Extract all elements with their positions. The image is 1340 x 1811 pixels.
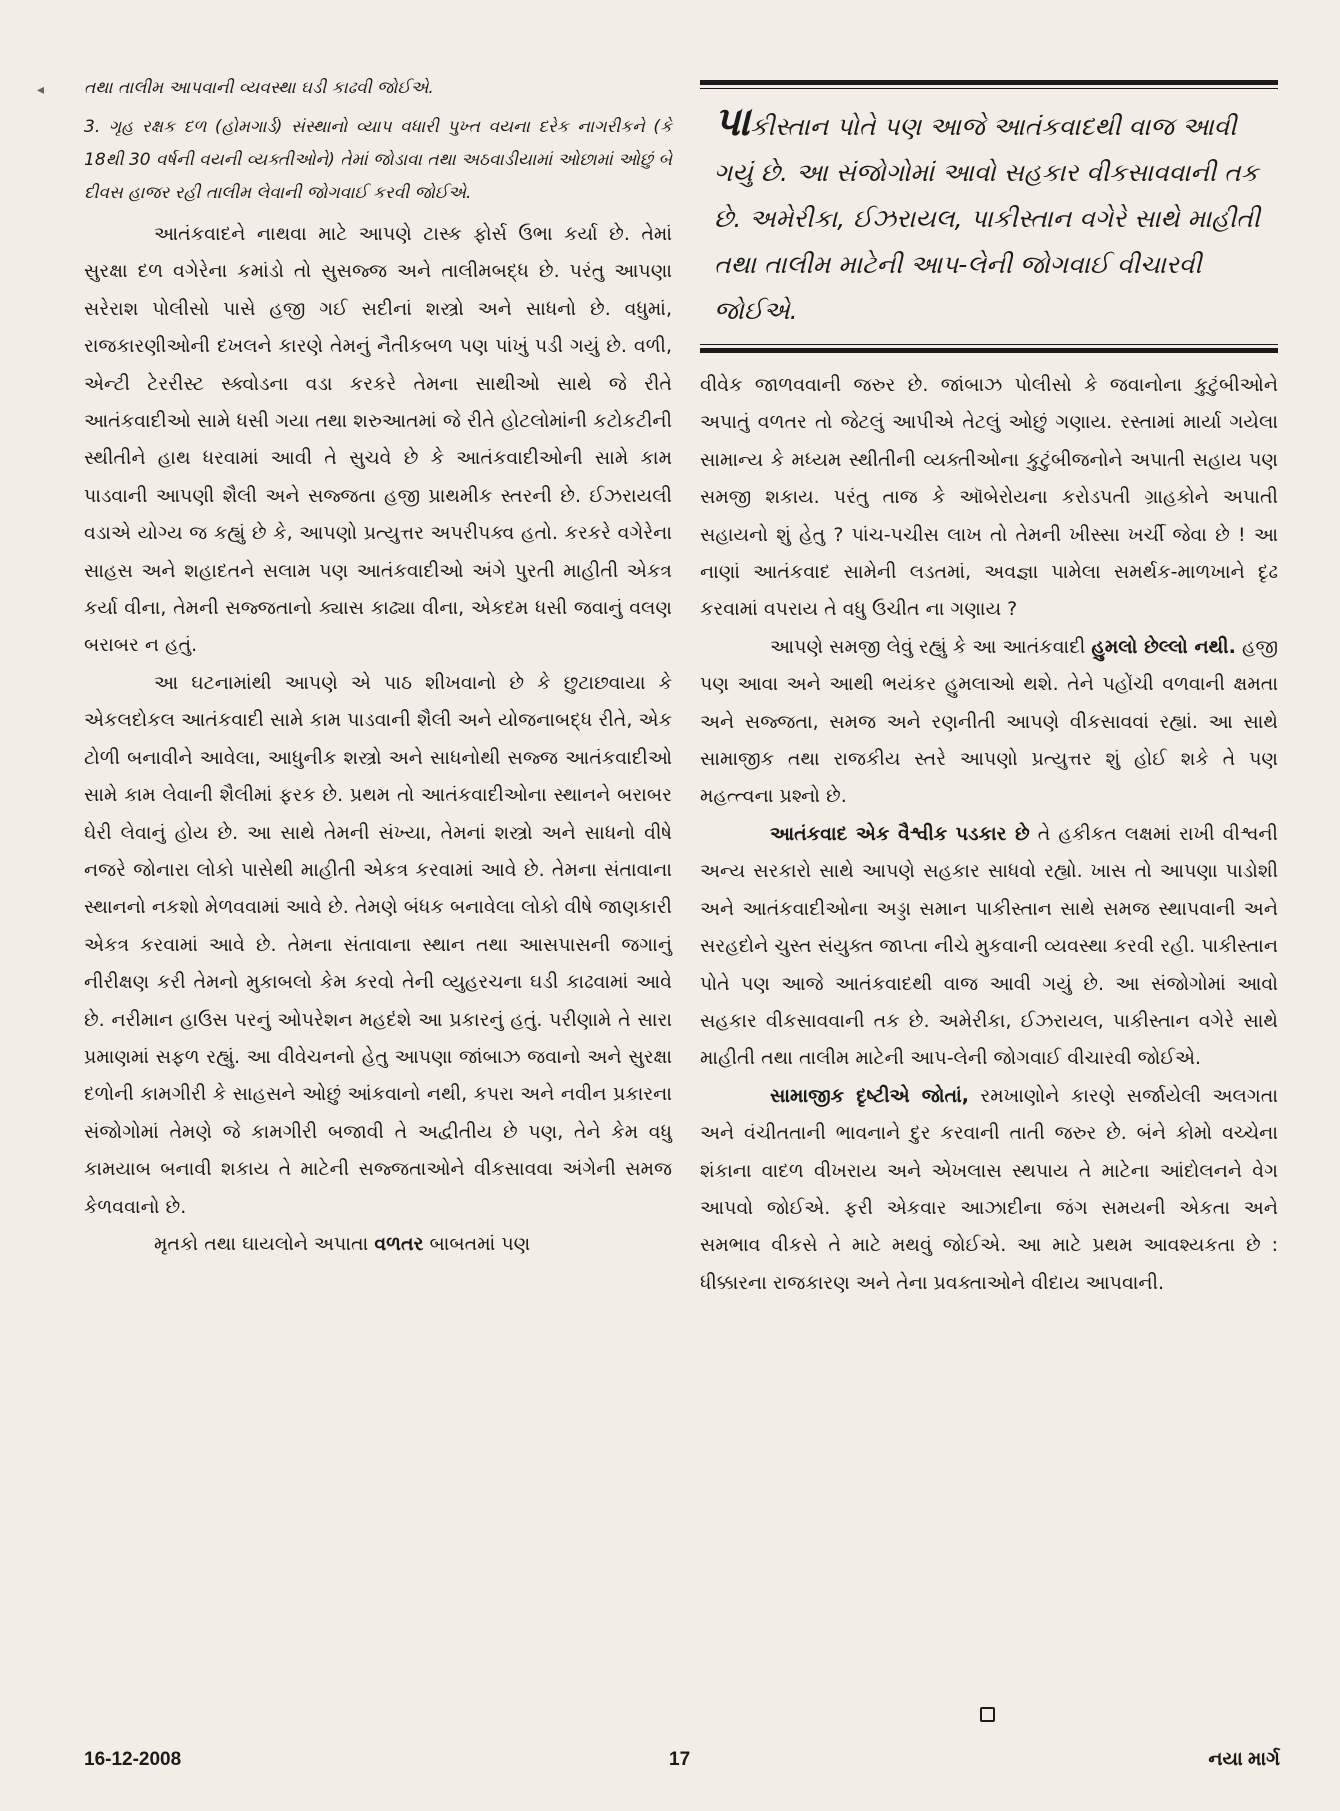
lead-point-3: 3. ગૃહ રક્ષક દળ (હોમગાર્ડ) સંસ્થાનો વ્યાપ વધારી પુખ્ત વયના દરેક નાગરીકને (કે 18થી 30 વર્ષની વયની વ્યક્તીઓને) તેમાં જોડાવા તથા અઠવાડીયામાં ઓછામાં ઓછું બે દીવસ હાજર રહી તાલીમ લેવાની જોગવાઈ કરવી જોઈએ. <box>84 117 672 203</box>
right-para4-bold: સામાજીક દૃષ્ટીએ જોતાં, <box>770 1084 969 1107</box>
right-para2-bold: હુમલો છેલ્લો નથી. <box>1091 635 1236 658</box>
page-footer <box>84 1749 1280 1783</box>
left-column <box>84 72 672 1263</box>
pull-quote-dropcap: પા <box>714 99 750 145</box>
left-paragraph-1: આતંકવાદને નાથવા માટે આપણે ટાસ્ક ફોર્સ ઉભા કર્યા છે. તેમાં સુરક્ષા દળ વગેરેના કમાંડો તો સુસજ્જ અને તાલીમબદ્ધ છે. પરંતુ આપણા સરેરાશ પોલીસો પાસે હજી ગઈ સદીનાં શસ્ત્રો અને સાધનો છે. વધુમાં, રાજકારણીઓની દખલને કારણે તેમનું નૈતીકબળ પણ પાંખું પડી ગયું છે. વળી, એન્ટી ટેરરીસ્ટ સ્ક્વોડના વડા કરકરે તેમના સાથીઓ સાથે જે રીતે આતંકવાદીઓ સામે ધસી ગયા તથા શરુઆતમાં જે રીતે હોટલોમાંની કટોકટીની સ્થીતીને હાથ ધરવામાં આવી તે સુચવે છે કે આતંકવાદીઓની સામે કામ પાડવાની આપણી શૈલી અને સજ્જતા હજી પ્રાથમીક સ્તરની છે. ઈઝરાયલી વડાએ યોગ્ય જ કહ્યું છે કે, આપણો પ્રત્યુત્તર અપરીપક્વ હતો. કરકરે વગેરેના સાહસ અને શહાદતને સલામ પણ આતંકવાદીઓ અંગે પુરતી માહીતી એકત્ર કર્યા વીના, તેમની સજ્જતાનો ક્યાસ કાઢ્યા વીના, એકદમ ધસી જવાનું વલણ બરાબર ન હતું. <box>84 223 672 657</box>
pull-quote-text: કીસ્તાન પોતે પણ આજે આતંકવાદથી વાજ આવી ગયું છે. આ સંજોગોમાં આવો સહકાર વીકસાવવાની તક છે. અમેરીકા, ઈઝરાયલ, પાકીસ્તાન વગેરે સાથે માહીતી તથા તાલીમ માટેની આપ-લેની જોગવાઈ વીચારવી જોઈએ. <box>714 112 1260 325</box>
end-mark-square-icon <box>980 1707 995 1722</box>
pull-quote <box>714 99 1270 334</box>
right-para4-tail: રમખાણોને કારણે સર્જાયેલી અલગતા અને વંચીતતાની ભાવનાને દુર કરવાની તાતી જરુર છે. બંને કોમો વચ્ચેના શંકાના વાદળ વીખરાય અને એખલાસ સ્થપાય તે માટેના આંદોલનને વેગ આપવો જોઈએ. ફરી એકવાર આઝાદીના જંગ સમયની એકતા અને સમભાવ વીકસે તે માટે મથવું જોઈએ. આ માટે પ્રથમ આવશ્યકતા છે : ધીક્કારના રાજકારણ અને તેના પ્રવક્તાઓને વીદાય આપવાની. <box>700 1084 1278 1294</box>
right-paragraph-2 <box>700 629 1278 816</box>
right-paragraph-1: વીવેક જાળવવાની જરુર છે. જાંબાઝ પોલીસો કે જવાનોના કુટુંબીઓને અપાતું વળતર તો જેટલું આપીએ તેટલું ઓછું ગણાય. રસ્તામાં માર્યા ગયેલા સામાન્ય કે મધ્યમ સ્થીતીની વ્યક્તીઓના કુટુંબીજનોને અપાતી સહાય પણ સમજી શકાય. પરંતુ તાજ કે ઑબેરોયના કરોડપતી ગ્રાહકોને અપાતી સહાયનો શું હેતુ ? પાંચ-પચીસ લાખ તો તેમની ખીસ્સા ખર્ચી જેવા છે ! આ નાણાં આતંકવાદ સામેની લડતમાં, અવજ્ઞા પામેલા સમર્થક-માળખાને દૃઢ કરવામાં વપરાય તે વધુ ઉચીત ના ગણાય ? <box>700 374 1278 621</box>
left-paragraph-2: આ ઘટનામાંથી આપણે એ પાઠ શીખવાનો છે કે છુટાછવાયા કે એકલદોકલ આતંકવાદી સામે કામ પાડવાની શૈલી અને યોજનાબદ્ધ રીતે, એક ટોળી બનાવીને આવેલા, આધુનીક શસ્ત્રો અને સાધનોથી સજ્જ આતંકવાદીઓ સામે કામ લેવાની શૈલીમાં ફરક છે. પ્રથમ તો આતંકવાદીઓના સ્થાનને બરાબર ઘેરી લેવાનું હોય છે. આ સાથે તેમની સંખ્યા, તેમનાં શસ્ત્રો અને સાધનો વીષે નજરે જોનારા લોકો પાસેથી માહીતી એકત્ર કરવામાં આવે છે. તેમના સંતાવાના સ્થાનનો નકશો મેળવવામાં આવે છે. તેમણે બંધક બનાવેલા લોકો વીષે જાણકારી એકત્ર કરવામાં આવે છે. તેમના સંતાવાના સ્થાન તથા આસપાસની જગાનું નીરીક્ષણ કરી તેમનો મુકાબલો કેમ કરવો તેની વ્યુહરચના ઘડી કાઢવામાં આવે છે. નરીમાન હાઉસ પરનું ઓપરેશન મહદંશે આ પ્રકારનું હતું. પરીણામે તે સારા પ્રમાણમાં સફળ રહ્યું. આ વીવેચનનો હેતુ આપણા જાંબાઝ જવાનો અને સુરક્ષા દળોની કામગીરી કે સાહસને ઓછું આંકવાનો નથી, કપરા અને નવીન પ્રકારના સંજોગોમાં તેમણે જે કામગીરી બજાવી તે અદ્વીતીય છે પણ, તેને કેમ વધુ કામયાબ બનાવી શકાય તે માટેની સજ્જતાઓને વીકસાવવા અંગેની સમજ કેળવવાનો છે. <box>84 671 672 1218</box>
left-para3-text: મૃતકો તથા ઘાયલોને અપાતા <box>154 1232 375 1255</box>
right-para3-bold: આતંકવાદ એક વૈશ્વીક પડકાર છે <box>770 822 1030 845</box>
right-para2-text: આપણે સમજી લેવું રહ્યું કે આ આતંકવાદી <box>770 635 1092 658</box>
right-paragraph-4 <box>700 1078 1278 1302</box>
footer-page-number: 17 <box>669 1749 691 1770</box>
right-paragraph-3 <box>700 816 1278 1078</box>
pull-quote-box <box>700 80 1278 353</box>
right-column <box>700 80 1278 1302</box>
left-paragraph-3 <box>84 1226 672 1263</box>
left-para3-tail: બાબતમાં પણ <box>423 1232 531 1255</box>
footer-publication: નયા માર્ગ <box>1208 1749 1280 1770</box>
right-para3-tail: તે હકીકત લક્ષમાં રાખી વીશ્વની અન્ય સરકારો સાથે આપણે સહકાર સાધવો રહ્યો. ખાસ તો આપણા પાડોશી અને આતંકવાદીઓના અડ્ડા સમાન પાકીસ્તાન સાથે સમજ સ્થાપવાની અને સરહદોને ચુસ્ત સંયુક્ત જાપ્તા નીચે મુકવાની વ્યવસ્થા કરવી રહી. પાકીસ્તાન પોતે પણ આજે આતંકવાદથી વાજ આવી ગયું છે. આ સંજોગોમાં આવો સહકાર વીકસાવવાની તક છે. અમેરીકા, ઈઝરાયલ, પાકીસ્તાન વગેરે સાથે માહીતી તથા તાલીમ માટેની આપ-લેની જોગવાઈ વીચારવી જોઈએ. <box>700 822 1278 1070</box>
left-para3-bold: વળતર <box>374 1232 424 1255</box>
right-para2-tail: હજી પણ આવા અને આથી ભયંકર હુમલાઓ થશે. તેને પહોંચી વળવાની ક્ષમતા અને સજ્જતા, સમજ અને રણનીતી આપણે વીકસાવવાં રહ્યાં. આ સાથે સામાજીક તથા રાજકીય સ્તરે આપણો પ્રત્યુત્તર શું હોઈ શકે તે પણ મહત્ત્વના પ્રશ્નો છે. <box>700 635 1278 808</box>
footer-date: 16-12-2008 <box>84 1749 182 1770</box>
lead-line: તથા તાલીમ આપવાની વ્યવસ્થા ઘડી કાઢવી જોઈએ. <box>84 78 434 98</box>
margin-mark: ◂ <box>37 82 45 98</box>
